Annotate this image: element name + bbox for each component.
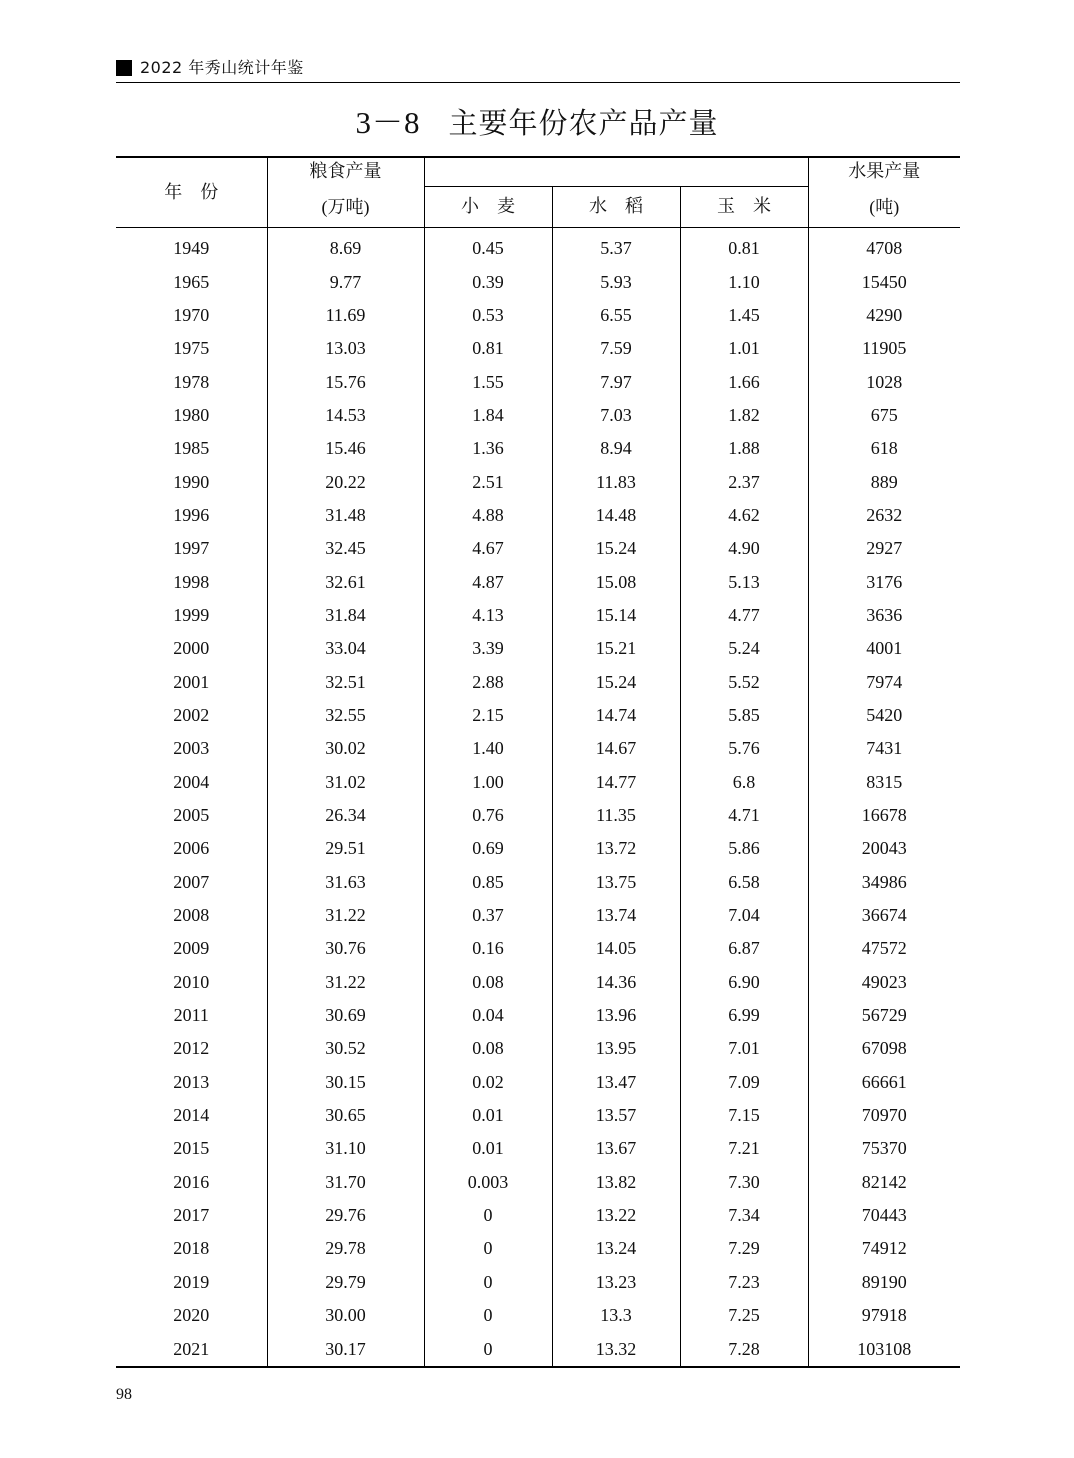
grain-cell: 8.69 xyxy=(267,228,424,266)
wheat-cell: 1.36 xyxy=(424,432,552,465)
rice-cell: 7.97 xyxy=(552,365,680,398)
rice-cell: 15.08 xyxy=(552,565,680,598)
year-cell: 1980 xyxy=(116,399,267,432)
production-table xyxy=(116,156,960,1368)
wheat-cell: 2.88 xyxy=(424,665,552,698)
corn-cell: 1.10 xyxy=(680,265,808,298)
grain-cell: 30.76 xyxy=(267,932,424,965)
fruit-cell: 89190 xyxy=(861,1271,907,1292)
col-header-grain-unit: (万吨) xyxy=(267,187,424,228)
corn-cell: 1.66 xyxy=(680,365,808,398)
table-row xyxy=(116,632,960,665)
wheat-cell: 0 xyxy=(424,1332,552,1366)
rice-cell: 13.96 xyxy=(552,999,680,1032)
wheat-cell: 0.02 xyxy=(424,1066,552,1099)
table-row xyxy=(116,1199,960,1232)
corn-cell: 7.15 xyxy=(680,1099,808,1132)
wheat-cell: 0.69 xyxy=(424,832,552,865)
table-row xyxy=(116,499,960,532)
grain-cell: 31.10 xyxy=(267,1132,424,1165)
corn-cell: 7.25 xyxy=(680,1299,808,1332)
year-cell: 1975 xyxy=(116,332,267,365)
wheat-cell: 1.00 xyxy=(424,766,552,799)
table-row xyxy=(116,966,960,999)
corn-cell: 5.76 xyxy=(680,732,808,765)
grain-cell: 14.53 xyxy=(267,399,424,432)
table-row xyxy=(116,665,960,698)
table-row xyxy=(116,228,960,266)
table-row xyxy=(116,1232,960,1265)
wheat-cell: 0.53 xyxy=(424,299,552,332)
year-cell: 2018 xyxy=(116,1232,267,1265)
corn-cell: 6.87 xyxy=(680,932,808,965)
fruit-cell: 16678 xyxy=(861,805,907,826)
year-cell: 1949 xyxy=(116,228,267,266)
table-row xyxy=(116,1066,960,1099)
table-row xyxy=(116,932,960,965)
year-cell: 2001 xyxy=(116,665,267,698)
corn-cell: 7.21 xyxy=(680,1132,808,1165)
grain-cell: 15.76 xyxy=(267,365,424,398)
grain-cell: 30.02 xyxy=(267,732,424,765)
fruit-cell: 82142 xyxy=(861,1171,907,1192)
wheat-cell: 0 xyxy=(424,1299,552,1332)
table-row xyxy=(116,1299,960,1332)
grain-cell: 31.22 xyxy=(267,966,424,999)
fruit-cell: 56729 xyxy=(861,1005,907,1026)
table-row xyxy=(116,1099,960,1132)
corn-cell: 5.13 xyxy=(680,565,808,598)
table-row xyxy=(116,699,960,732)
corn-cell: 7.23 xyxy=(680,1266,808,1299)
rice-cell: 11.83 xyxy=(552,465,680,498)
corn-cell: 6.58 xyxy=(680,866,808,899)
year-cell: 2017 xyxy=(116,1199,267,1232)
grain-cell: 30.00 xyxy=(267,1299,424,1332)
fruit-cell: 4290 xyxy=(866,304,903,325)
year-cell: 2006 xyxy=(116,832,267,865)
fruit-cell: 7974 xyxy=(866,671,903,692)
fruit-cell: 97918 xyxy=(861,1305,907,1326)
fruit-cell: 74912 xyxy=(861,1238,907,1259)
corn-cell: 4.62 xyxy=(680,499,808,532)
rice-cell: 14.67 xyxy=(552,732,680,765)
year-cell: 2016 xyxy=(116,1166,267,1199)
grain-cell: 30.52 xyxy=(267,1032,424,1065)
table-row xyxy=(116,1332,960,1366)
corn-cell: 6.90 xyxy=(680,966,808,999)
fruit-cell: 5420 xyxy=(866,704,903,725)
rice-cell: 13.23 xyxy=(552,1266,680,1299)
corn-cell: 6.8 xyxy=(680,766,808,799)
col-header-corn: 玉 米 xyxy=(680,187,808,228)
running-header-text: 2022 年秀山统计年鉴 xyxy=(140,58,304,77)
year-cell: 2003 xyxy=(116,732,267,765)
wheat-cell: 0.85 xyxy=(424,866,552,899)
year-cell: 2020 xyxy=(116,1299,267,1332)
grain-cell: 33.04 xyxy=(267,632,424,665)
table-row xyxy=(116,299,960,332)
fruit-cell: 103108 xyxy=(857,1338,912,1359)
table-row xyxy=(116,432,960,465)
wheat-cell: 4.67 xyxy=(424,532,552,565)
year-cell: 2000 xyxy=(116,632,267,665)
table-row xyxy=(116,899,960,932)
corn-cell: 7.28 xyxy=(680,1332,808,1366)
fruit-cell: 34986 xyxy=(861,871,907,892)
year-cell: 1978 xyxy=(116,365,267,398)
grain-cell: 31.70 xyxy=(267,1166,424,1199)
corn-cell: 5.52 xyxy=(680,665,808,698)
year-cell: 1998 xyxy=(116,565,267,598)
col-header-year: 年 份 xyxy=(116,157,267,228)
fruit-cell: 3636 xyxy=(866,604,903,625)
fruit-cell: 4708 xyxy=(866,238,903,259)
table-row xyxy=(116,599,960,632)
rice-cell: 6.55 xyxy=(552,299,680,332)
fruit-cell: 11905 xyxy=(862,338,907,359)
grain-cell: 9.77 xyxy=(267,265,424,298)
fruit-cell: 70970 xyxy=(861,1105,907,1126)
corn-cell: 4.71 xyxy=(680,799,808,832)
wheat-cell: 0.04 xyxy=(424,999,552,1032)
grain-cell: 32.51 xyxy=(267,665,424,698)
rice-cell: 13.75 xyxy=(552,866,680,899)
wheat-cell: 4.88 xyxy=(424,499,552,532)
col-header-fruit: 水果产量 xyxy=(848,161,921,183)
fruit-cell: 2927 xyxy=(866,538,903,559)
grain-cell: 31.84 xyxy=(267,599,424,632)
table-row xyxy=(116,832,960,865)
col-header-grain: 粮食产量 xyxy=(267,157,424,187)
corn-cell: 2.37 xyxy=(680,465,808,498)
rice-cell: 7.59 xyxy=(552,332,680,365)
wheat-cell: 0.76 xyxy=(424,799,552,832)
grain-cell: 13.03 xyxy=(267,332,424,365)
year-cell: 2013 xyxy=(116,1066,267,1099)
table-row xyxy=(116,1166,960,1199)
grain-cell: 30.69 xyxy=(267,999,424,1032)
corn-cell: 5.86 xyxy=(680,832,808,865)
table-body xyxy=(116,228,960,1367)
corn-cell: 4.90 xyxy=(680,532,808,565)
table-row xyxy=(116,565,960,598)
corn-cell: 1.01 xyxy=(680,332,808,365)
corn-cell: 7.09 xyxy=(680,1066,808,1099)
corn-cell: 7.01 xyxy=(680,1032,808,1065)
fruit-cell: 7431 xyxy=(866,738,903,759)
rice-cell: 15.21 xyxy=(552,632,680,665)
year-cell: 2002 xyxy=(116,699,267,732)
grain-cell: 30.15 xyxy=(267,1066,424,1099)
table-row xyxy=(116,332,960,365)
grain-cell: 30.17 xyxy=(267,1332,424,1366)
col-header-wheat: 小 麦 xyxy=(424,187,552,228)
wheat-cell: 0 xyxy=(424,1232,552,1265)
grain-cell: 26.34 xyxy=(267,799,424,832)
table-row xyxy=(116,866,960,899)
grain-cell: 15.46 xyxy=(267,432,424,465)
wheat-cell: 0.01 xyxy=(424,1099,552,1132)
grain-cell: 29.79 xyxy=(267,1266,424,1299)
grain-cell: 30.65 xyxy=(267,1099,424,1132)
year-cell: 1990 xyxy=(116,465,267,498)
corn-cell: 7.30 xyxy=(680,1166,808,1199)
rice-cell: 13.47 xyxy=(552,1066,680,1099)
year-cell: 2004 xyxy=(116,766,267,799)
year-cell: 2012 xyxy=(116,1032,267,1065)
table-row xyxy=(116,532,960,565)
grain-cell: 32.61 xyxy=(267,565,424,598)
table-row xyxy=(116,732,960,765)
fruit-cell: 1028 xyxy=(866,371,903,392)
year-cell: 1996 xyxy=(116,499,267,532)
fruit-cell: 15450 xyxy=(861,271,907,292)
wheat-cell: 1.55 xyxy=(424,365,552,398)
fruit-cell: 75370 xyxy=(861,1138,907,1159)
col-header-subgroup-spacer xyxy=(424,157,808,187)
fruit-cell: 47572 xyxy=(861,938,907,959)
table-row xyxy=(116,1032,960,1065)
grain-cell: 31.22 xyxy=(267,899,424,932)
rice-cell: 13.24 xyxy=(552,1232,680,1265)
corn-cell: 6.99 xyxy=(680,999,808,1032)
grain-cell: 31.48 xyxy=(267,499,424,532)
grain-cell: 31.02 xyxy=(267,766,424,799)
fruit-cell: 20043 xyxy=(861,838,907,859)
rice-cell: 13.74 xyxy=(552,899,680,932)
table-row xyxy=(116,265,960,298)
grain-cell: 29.78 xyxy=(267,1232,424,1265)
table-number: 3－8 xyxy=(355,105,421,140)
corn-cell: 1.82 xyxy=(680,399,808,432)
wheat-cell: 4.13 xyxy=(424,599,552,632)
rice-cell: 13.3 xyxy=(552,1299,680,1332)
fruit-cell: 3176 xyxy=(866,571,903,592)
corn-cell: 7.34 xyxy=(680,1199,808,1232)
wheat-cell: 0.08 xyxy=(424,1032,552,1065)
wheat-cell: 2.15 xyxy=(424,699,552,732)
wheat-cell: 2.51 xyxy=(424,465,552,498)
wheat-cell: 0.01 xyxy=(424,1132,552,1165)
year-cell: 2008 xyxy=(116,899,267,932)
year-cell: 2019 xyxy=(116,1266,267,1299)
wheat-cell: 0 xyxy=(424,1199,552,1232)
table-row xyxy=(116,1132,960,1165)
year-cell: 1985 xyxy=(116,432,267,465)
wheat-cell: 0.37 xyxy=(424,899,552,932)
rice-cell: 5.37 xyxy=(552,228,680,266)
wheat-cell: 0.08 xyxy=(424,966,552,999)
fruit-cell: 70443 xyxy=(861,1205,907,1226)
col-header-rice: 水 稻 xyxy=(552,187,680,228)
rice-cell: 13.95 xyxy=(552,1032,680,1065)
corn-cell: 5.24 xyxy=(680,632,808,665)
rice-cell: 15.14 xyxy=(552,599,680,632)
year-cell: 1997 xyxy=(116,532,267,565)
year-cell: 1970 xyxy=(116,299,267,332)
fruit-cell: 8315 xyxy=(866,771,903,792)
fruit-cell: 618 xyxy=(870,438,898,459)
table-row xyxy=(116,399,960,432)
wheat-cell: 0.81 xyxy=(424,332,552,365)
fruit-cell: 66661 xyxy=(861,1071,907,1092)
rice-cell: 14.48 xyxy=(552,499,680,532)
year-cell: 2014 xyxy=(116,1099,267,1132)
rice-cell: 15.24 xyxy=(552,532,680,565)
rice-cell: 13.82 xyxy=(552,1166,680,1199)
year-cell: 2005 xyxy=(116,799,267,832)
fruit-cell: 49023 xyxy=(861,971,907,992)
table-row xyxy=(116,465,960,498)
header-square-icon xyxy=(116,60,132,76)
table-title: 主要年份农产品产量 xyxy=(448,106,719,140)
rice-cell: 13.72 xyxy=(552,832,680,865)
rice-cell: 5.93 xyxy=(552,265,680,298)
table-row xyxy=(116,999,960,1032)
year-cell: 2007 xyxy=(116,866,267,899)
rice-cell: 13.67 xyxy=(552,1132,680,1165)
col-header-fruit-unit: (吨) xyxy=(869,196,900,217)
wheat-cell: 3.39 xyxy=(424,632,552,665)
rice-cell: 13.22 xyxy=(552,1199,680,1232)
fruit-cell: 675 xyxy=(870,404,898,425)
grain-cell: 31.63 xyxy=(267,866,424,899)
fruit-cell: 36674 xyxy=(861,905,907,926)
rice-cell: 14.05 xyxy=(552,932,680,965)
fruit-cell: 4001 xyxy=(866,638,903,659)
fruit-cell: 2632 xyxy=(866,504,903,525)
wheat-cell: 0.45 xyxy=(424,228,552,266)
page-number: 98 xyxy=(116,1386,132,1403)
page-title xyxy=(0,103,1074,143)
corn-cell: 0.81 xyxy=(680,228,808,266)
year-cell: 1999 xyxy=(116,599,267,632)
grain-cell: 32.45 xyxy=(267,532,424,565)
corn-cell: 4.77 xyxy=(680,599,808,632)
wheat-cell: 0.39 xyxy=(424,265,552,298)
wheat-cell: 1.40 xyxy=(424,732,552,765)
rice-cell: 7.03 xyxy=(552,399,680,432)
year-cell: 2015 xyxy=(116,1132,267,1165)
rice-cell: 14.74 xyxy=(552,699,680,732)
wheat-cell: 1.84 xyxy=(424,399,552,432)
corn-cell: 1.45 xyxy=(680,299,808,332)
fruit-cell: 67098 xyxy=(861,1038,907,1059)
corn-cell: 7.29 xyxy=(680,1232,808,1265)
grain-cell: 20.22 xyxy=(267,465,424,498)
rice-cell: 14.77 xyxy=(552,766,680,799)
grain-cell: 32.55 xyxy=(267,699,424,732)
fruit-cell: 889 xyxy=(870,471,898,492)
corn-cell: 5.85 xyxy=(680,699,808,732)
grain-cell: 29.51 xyxy=(267,832,424,865)
year-cell: 2011 xyxy=(116,999,267,1032)
rice-cell: 11.35 xyxy=(552,799,680,832)
grain-cell: 29.76 xyxy=(267,1199,424,1232)
grain-cell: 11.69 xyxy=(267,299,424,332)
corn-cell: 7.04 xyxy=(680,899,808,932)
year-cell: 2021 xyxy=(116,1332,267,1366)
corn-cell: 1.88 xyxy=(680,432,808,465)
rice-cell: 13.32 xyxy=(552,1332,680,1366)
year-cell: 2010 xyxy=(116,966,267,999)
table-row xyxy=(116,365,960,398)
year-cell: 2009 xyxy=(116,932,267,965)
table-row xyxy=(116,799,960,832)
rice-cell: 14.36 xyxy=(552,966,680,999)
running-header xyxy=(116,58,960,83)
rice-cell: 15.24 xyxy=(552,665,680,698)
table-row xyxy=(116,1266,960,1299)
wheat-cell: 0.003 xyxy=(424,1166,552,1199)
rice-cell: 8.94 xyxy=(552,432,680,465)
wheat-cell: 0.16 xyxy=(424,932,552,965)
wheat-cell: 4.87 xyxy=(424,565,552,598)
year-cell: 1965 xyxy=(116,265,267,298)
table-row xyxy=(116,766,960,799)
rice-cell: 13.57 xyxy=(552,1099,680,1132)
wheat-cell: 0 xyxy=(424,1266,552,1299)
